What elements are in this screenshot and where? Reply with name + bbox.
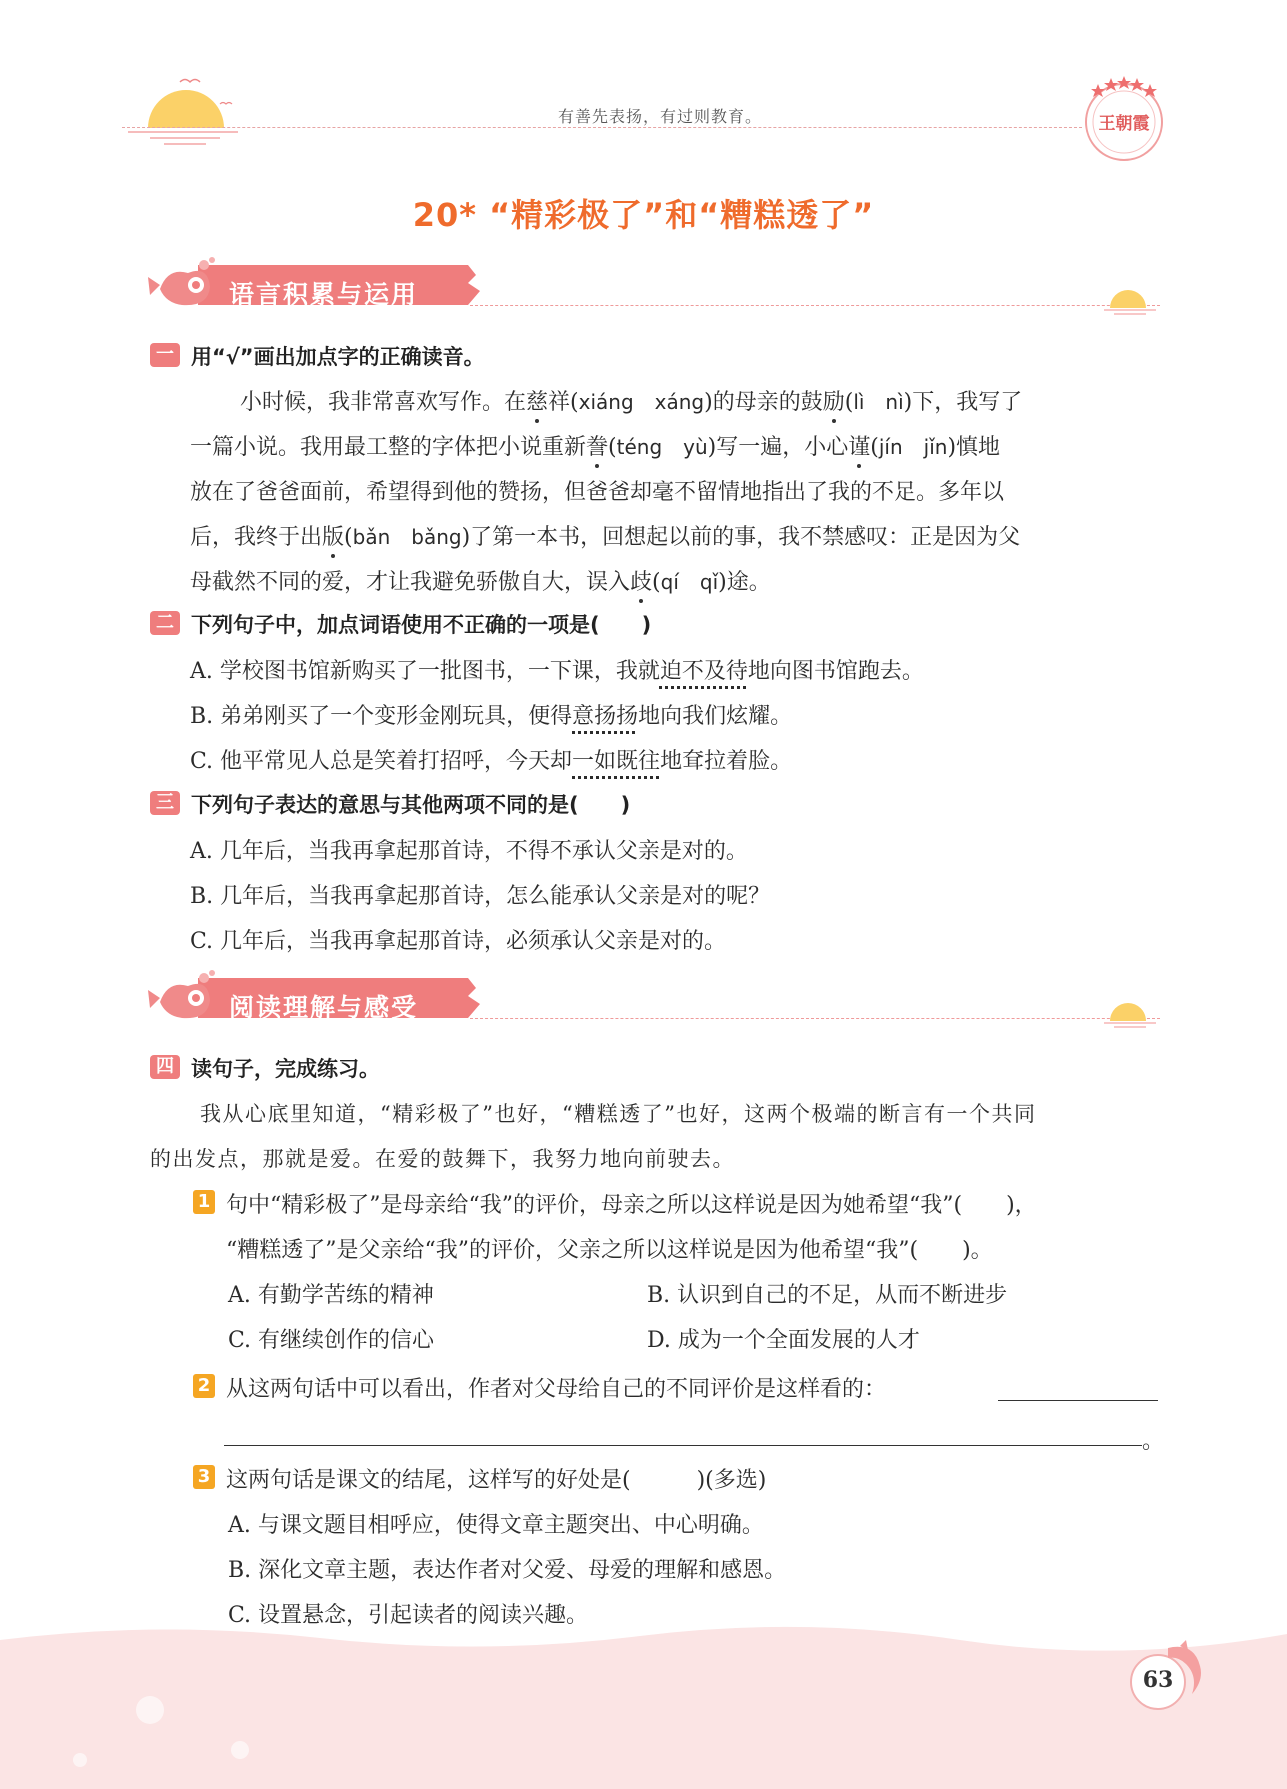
section-divider xyxy=(470,1018,1160,1019)
page-title: 20* “精彩极了”和“糟糕透了” xyxy=(412,196,875,234)
passage-line-2: 的出发点，那就是爱。在爱的鼓舞下，我努力地向前驶去。 xyxy=(150,1147,735,1171)
sub-question-number-3: 3 xyxy=(193,1465,215,1489)
q1-line-3: 放在了爸爸面前，希望得到他的赞扬，但爸爸却毫不留情地指出了我的不足。多年以 xyxy=(190,480,1005,505)
question-number-3: 三 xyxy=(150,791,180,815)
q1-line-2: 一篇小说。我用最工整的字体把小说重新誊(téng yù)写一遍，小心谨(jín jǐn)慎地 xyxy=(190,430,1000,461)
passage-line-1: 我从心底里知道，“精彩极了”也好，“糟糕透了”也好，这两个极端的断言有一个共同 xyxy=(200,1102,1037,1126)
dotted-word: 意扬扬 xyxy=(572,704,639,729)
s3-option-b[interactable]: B. 深化文章主题，表达作者对父爱、母爱的理解和感恩。 xyxy=(228,1558,787,1583)
small-sun-icon xyxy=(1100,280,1160,320)
q3-option-c[interactable]: C. 几年后，当我再拿起那首诗，必须承认父亲是对的。 xyxy=(190,929,727,954)
q1-line-4: 后，我终于出版(bǎn bǎng)了第一本书，回想起以前的事，我不禁感叹：正是因为父 xyxy=(190,520,1020,551)
sunset-decoration-icon xyxy=(120,70,240,150)
question-number-2: 二 xyxy=(150,611,180,635)
publisher-logo xyxy=(1078,72,1170,164)
sub-question-number-1: 1 xyxy=(193,1190,215,1214)
question-3-prompt: 下列句子表达的意思与其他两项不同的是( ) xyxy=(191,793,631,817)
page-number: 63 xyxy=(1142,1667,1174,1693)
q1-line-5: 母截然不同的爱，才让我避免骄傲自大，误入歧(qí qǐ)途。 xyxy=(190,565,771,596)
s1-option-a[interactable]: A. 有勤学苦练的精神 xyxy=(228,1283,434,1308)
section-divider xyxy=(470,305,1160,306)
s1-option-c[interactable]: C. 有继续创作的信心 xyxy=(228,1328,435,1353)
answer-blank[interactable] xyxy=(224,1445,1142,1446)
s2-end-mark: 。 xyxy=(1142,1429,1165,1454)
logo-text: 王朝霞 xyxy=(1098,114,1150,134)
q2-option-b[interactable]: B. 弟弟刚买了一个变形金刚玩具，便得意扬扬地向我们炫耀。 xyxy=(190,704,793,729)
footer-wave xyxy=(0,1620,1287,1789)
q2-option-a[interactable]: A. 学校图书馆新购买了一批图书，一下课，我就迫不及待地向图书馆跑去。 xyxy=(190,659,924,684)
s1-option-b[interactable]: B. 认识到自己的不足，从而不断进步 xyxy=(647,1283,1008,1308)
question-number-1: 一 xyxy=(150,343,180,367)
question-number-4: 四 xyxy=(150,1055,180,1079)
dotted-word: 一如既往 xyxy=(572,749,661,774)
q1-line-1: 小时候，我非常喜欢写作。在慈祥(xiáng xáng)的母亲的鼓励(lì nì)下，我写了 xyxy=(240,385,1022,416)
section-title-reading: 阅读理解与感受 xyxy=(229,993,419,1022)
s3-option-c[interactable]: C. 设置悬念，引起读者的阅读兴趣。 xyxy=(228,1603,589,1628)
s3-option-a[interactable]: A. 与课文题目相呼应，使得文章主题突出、中心明确。 xyxy=(228,1513,764,1538)
header-motto: 有善先表扬，有过则教育。 xyxy=(558,107,763,126)
small-sun-icon xyxy=(1100,993,1160,1033)
question-4-prompt: 读句子，完成练习。 xyxy=(191,1057,380,1081)
dotted-word: 迫不及待 xyxy=(659,659,748,684)
s1-line-1: 句中“精彩极了”是母亲给“我”的评价，母亲之所以这样说是因为她希望“我”( )， xyxy=(226,1193,1037,1218)
question-1-prompt: 用“√”画出加点字的正确读音。 xyxy=(191,345,485,369)
s1-option-d[interactable]: D. 成为一个全面发展的人才 xyxy=(647,1328,920,1353)
q3-option-b[interactable]: B. 几年后，当我再拿起那首诗，怎么能承认父亲是对的呢？ xyxy=(190,884,771,909)
section-title-accumulation: 语言积累与运用 xyxy=(229,280,419,309)
question-2-prompt: 下列句子中，加点词语使用不正确的一项是( ) xyxy=(191,613,652,637)
q2-option-c[interactable]: C. 他平常见人总是笑着打招呼，今天却一如既往地耷拉着脸。 xyxy=(190,749,793,774)
sub-question-number-2: 2 xyxy=(193,1374,215,1398)
s3-line-1: 这两句话是课文的结尾，这样写的好处是( )(多选) xyxy=(226,1468,767,1493)
s1-line-2: “糟糕透了”是父亲给“我”的评价，父亲之所以这样说是因为他希望“我”( )。 xyxy=(226,1238,993,1263)
q3-option-a[interactable]: A. 几年后，当我再拿起那首诗，不得不承认父亲是对的。 xyxy=(190,839,748,864)
s2-line-1: 从这两句话中可以看出，作者对父母给自己的不同评价是这样看的： xyxy=(226,1377,887,1402)
header-divider xyxy=(122,127,1082,128)
answer-blank[interactable] xyxy=(998,1400,1158,1401)
